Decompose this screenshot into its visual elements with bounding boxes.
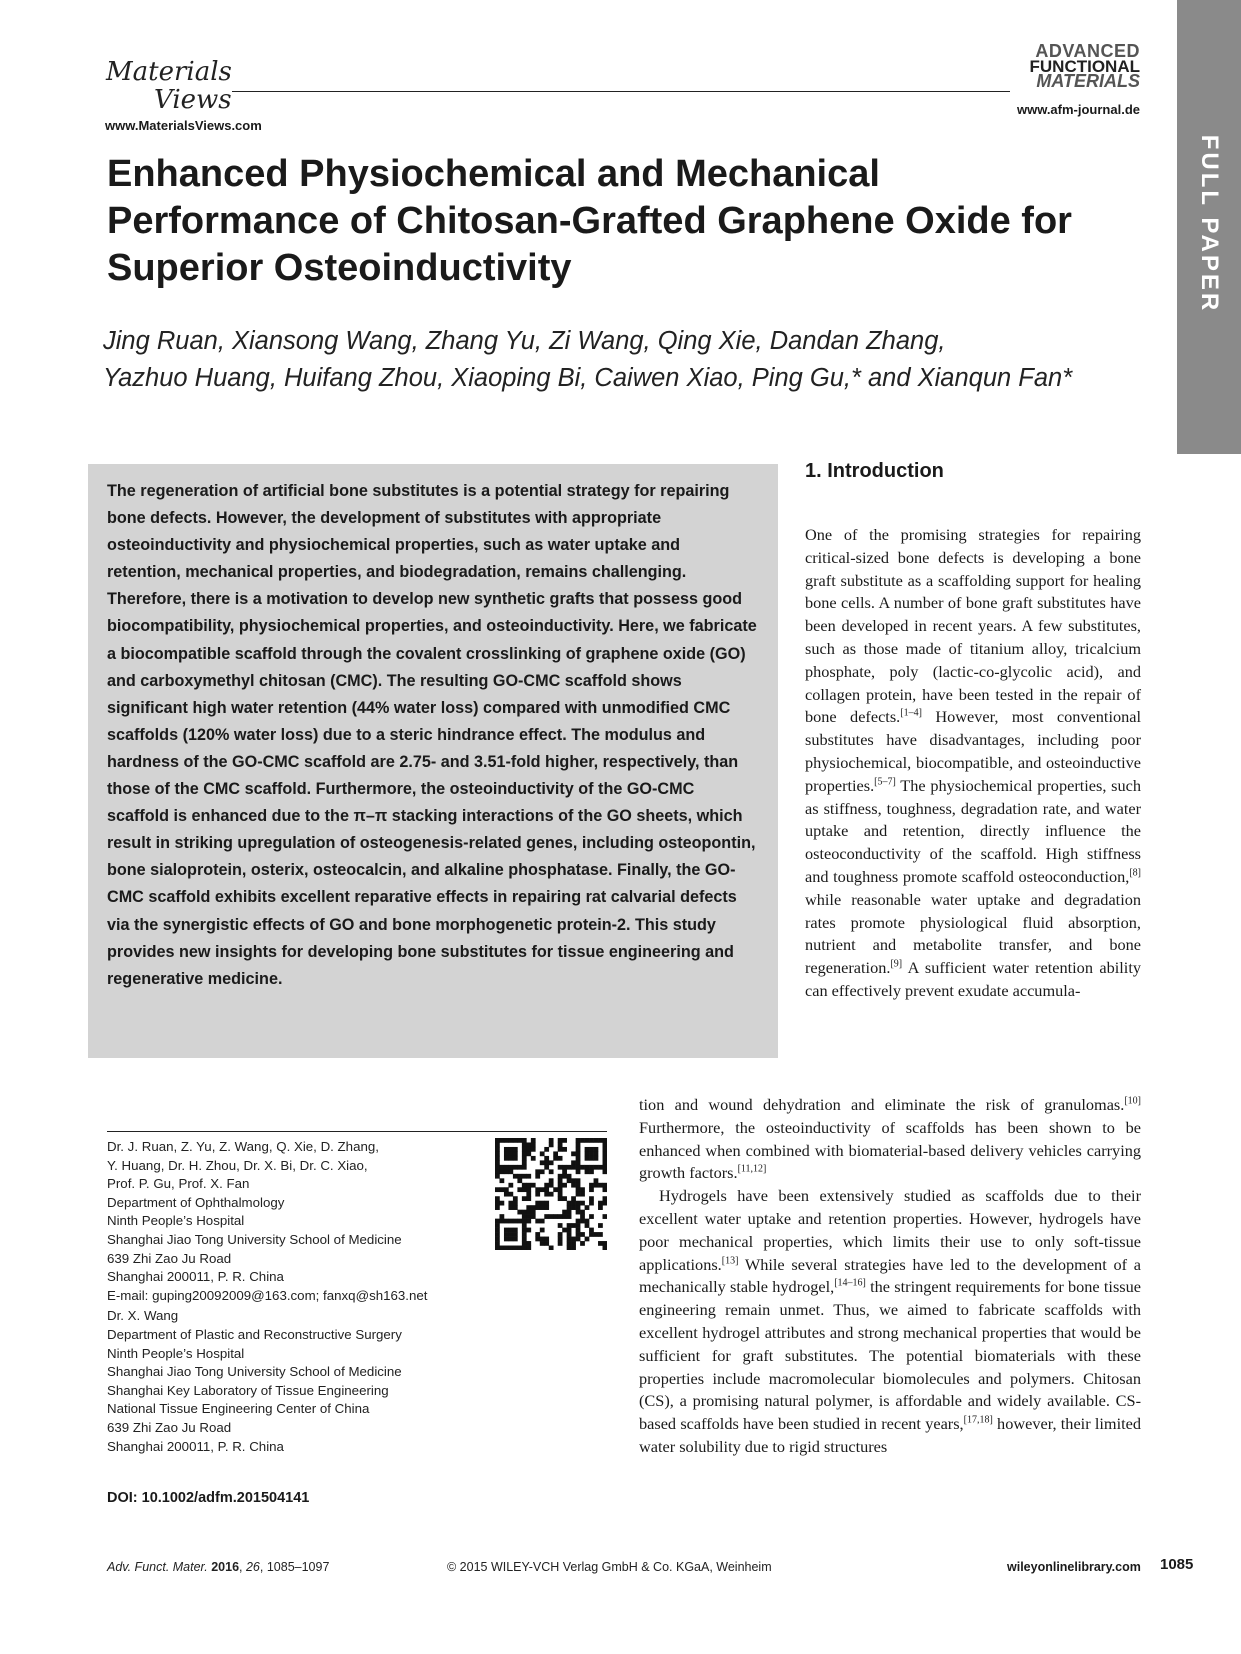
authors-line-2: Yazhuo Huang, Huifang Zhou, Xiaoping Bi, Caiwen Xiao, Ping Gu,* and Xianqun Fan* xyxy=(103,364,1073,392)
corresponding-email[interactable]: E-mail: guping20092009@163.com; fanxq@sh163.net xyxy=(107,1287,428,1303)
affiliation-line: Shanghai 200011, P. R. China xyxy=(107,1438,284,1454)
affiliation-line: Prof. P. Gu, Prof. X. Fan xyxy=(107,1176,250,1192)
journal-logo-line3: MATERIALS xyxy=(1036,71,1140,91)
materials-views-logo xyxy=(104,52,234,116)
author-list xyxy=(103,323,1163,397)
affiliation-line: Department of Plastic and Reconstructive Surgery xyxy=(107,1326,402,1342)
article-title: Enhanced Physiochemical and Mechanical Performance of Chitosan-Grafted Graphene Oxide for Superior Osteoinductivity xyxy=(107,153,1072,289)
side-tab-label: FULL PAPER xyxy=(1196,134,1223,314)
affiliation-list xyxy=(107,1138,492,1456)
affiliation-line: Department of Ophthalmology xyxy=(107,1194,285,1210)
intro-paragraph-narrow: One of the promising strategies for repairing critical-sized bone defects is developing a bone graft substitute as a scaffolding support for healing bone cells. A number of bone graft substitutes have been developed in recent years. A few substitutes, such as those made of titanium alloy, tricalcium phosphate, poly (lactic-co-glycolic acid), and collagen protein, have been tested in the repair of bone defects.[1–4] However, most conventional substitutes have disadvantages, including poor physiochemical, biocompatible, and osteoinductive properties.[5–7] The physiochemical properties, such as stiffness, toughness, degradation rate, and water uptake and retention, directly influence the osteoconductivity of the scaffold. High stiffness and toughness promote scaffold osteoconduction,[8] while reasonable water uptake and degradation rates promote physiological fluid absorption, nutrient and metabolite transfer, and bone regeneration.[9] A sufficient water retention ability can effectively prevent exudate accumula- xyxy=(805,525,1141,1000)
citation-ref[interactable]: [8] xyxy=(1129,867,1141,879)
intro-wide-column xyxy=(639,1094,1141,1459)
section-side-tab xyxy=(1177,0,1241,454)
affiliation-line: Shanghai 200011, P. R. China xyxy=(107,1269,284,1285)
footer-year: 2016 xyxy=(211,1560,240,1574)
footer-journal: Adv. Funct. Mater. xyxy=(107,1560,208,1574)
citation-ref[interactable]: [9] xyxy=(890,958,903,970)
affiliation-line: 639 Zhi Zao Ju Road xyxy=(107,1250,232,1266)
footer-copyright: © 2015 WILEY-VCH Verlag GmbH & Co. KGaA, Weinheim xyxy=(447,1560,772,1574)
affiliation-line: National Tissue Engineering Center of China xyxy=(107,1401,370,1417)
citation-ref[interactable]: [14–16] xyxy=(834,1277,866,1289)
affiliation-line: Ninth People’s Hospital xyxy=(107,1213,245,1229)
svg-text:Views: Views xyxy=(154,85,232,115)
footer-volume: 26 xyxy=(245,1560,260,1574)
authors-line-1: Jing Ruan, Xiansong Wang, Zhang Yu, Zi Wang, Qing Xie, Dandan Zhang, xyxy=(103,327,946,355)
journal-logo-line2: FUNCTIONAL xyxy=(1029,57,1140,76)
qr-code-icon[interactable] xyxy=(495,1138,607,1250)
intro-paragraph-continued: tion and wound dehydration and eliminate the risk of granulomas.[10] Furthermore, the osteoinductivity of scaffolds has been shown to be enhanced when combined with biomaterial-based delivery vehicles carrying growth factors.[11,12] xyxy=(639,1095,1141,1183)
citation-ref[interactable]: [13] xyxy=(721,1255,739,1267)
citation-ref[interactable]: [1–4] xyxy=(900,707,922,719)
section-heading: 1. Introduction xyxy=(805,460,944,482)
affiliation-line: Shanghai Key Laboratory of Tissue Engineering xyxy=(107,1382,389,1398)
footer-pages: 1085–1097 xyxy=(266,1560,330,1574)
svg-text:Materials: Materials xyxy=(106,57,232,87)
materials-views-url[interactable]: www.MaterialsViews.com xyxy=(105,118,262,133)
affiliation-line: Dr. J. Ruan, Z. Yu, Z. Wang, Q. Xie, D. Zhang, xyxy=(107,1139,379,1154)
citation-ref[interactable]: [5–7] xyxy=(874,776,896,788)
header-rule xyxy=(232,91,1010,92)
affiliation-line: Dr. X. Wang xyxy=(107,1308,179,1324)
citation-ref[interactable]: [17,18] xyxy=(963,1414,993,1426)
page-number: 1085 xyxy=(1160,1556,1194,1573)
doi[interactable]: DOI: 10.1002/adfm.201504141 xyxy=(107,1490,310,1506)
intro-paragraph-2: Hydrogels have been extensively studied as scaffolds due to their excellent water uptake and retention properties. However, hydrogels have poor mechanical properties, which limits their use to only soft-tissue applications.[13] While several strategies have led to the development of a mechanically stable hydrogel,[14–16] the stringent requirements for bone tissue engineering remain unmet. Thus, we aimed to fabricate scaffolds with excellent hydrogel attributes and strong mechanical properties that would be sufficient for graft substitutes. The potential biomaterials with these properties include macromolecular biomolecules and polymers. Chitosan (CS), a promising natural polymer, is affordable and widely available. CS-based scaffolds have been studied in recent years,[17,18] however, their limited water solubility due to rigid structures xyxy=(639,1186,1141,1456)
affiliation-line: Y. Huang, Dr. H. Zhou, Dr. X. Bi, Dr. C. Xiao, xyxy=(107,1157,368,1173)
citation-ref[interactable]: [11,12] xyxy=(737,1163,767,1175)
affiliation-line: Ninth People’s Hospital xyxy=(107,1345,245,1361)
journal-logo-line1: ADVANCED xyxy=(1035,41,1140,61)
journal-logo xyxy=(1029,41,1140,91)
affiliation-line: 639 Zhi Zao Ju Road xyxy=(107,1419,232,1435)
footer-site[interactable]: wileyonlinelibrary.com xyxy=(1007,1560,1141,1574)
affiliation-line: Shanghai Jiao Tong University School of Medicine xyxy=(107,1364,402,1380)
abstract-text: The regeneration of artificial bone substitutes is a potential strategy for repairing bone defects. However, the development of substitutes with appropriate osteoinductivity and physiochemical properties, such as water uptake and retention, mechanical properties, and biodegradation, remains challenging. Therefore, there is a motivation to develop new synthetic grafts that possess good biocompatibility, physiochemical properties, and osteoinductivity. Here, we fabricate a biocompatible scaffold through the covalent crosslinking of graphene oxide (GO) and carboxymethyl chitosan (CMC). The resulting GO-CMC scaffold shows significant high water retention (44% water loss) compared with unmodified CMC scaffolds (120% water loss) due to a steric hindrance effect. The modulus and hardness of the GO-CMC scaffold are 2.75- and 3.51-fold higher, respectively, than those of the CMC scaffold. Furthermore, the osteoinductivity of the GO-CMC scaffold is enhanced due to the π–π stacking interactions of the GO sheets, which result in striking upregulation of osteogenesis-related genes, including osteopontin, bone sialoprotein, osterix, osteocalcin, and alkaline phosphatase. Finally, the GO-CMC scaffold exhibits excellent reparative effects in repairing rat calvarial defects via the synergistic effects of GO and bone morphogenetic protein-2. This study provides new insights for developing bone substitutes for tissue engineering and regenerative medicine. xyxy=(107,482,757,988)
journal-url[interactable]: www.afm-journal.de xyxy=(1016,102,1140,117)
footer-citation: Adv. Funct. Mater. 2016, 26, 1085–1097 xyxy=(107,1560,330,1574)
affiliation-rule xyxy=(107,1131,607,1132)
affiliation-line: Shanghai Jiao Tong University School of Medicine xyxy=(107,1231,402,1247)
citation-ref[interactable]: [10] xyxy=(1124,1095,1141,1107)
